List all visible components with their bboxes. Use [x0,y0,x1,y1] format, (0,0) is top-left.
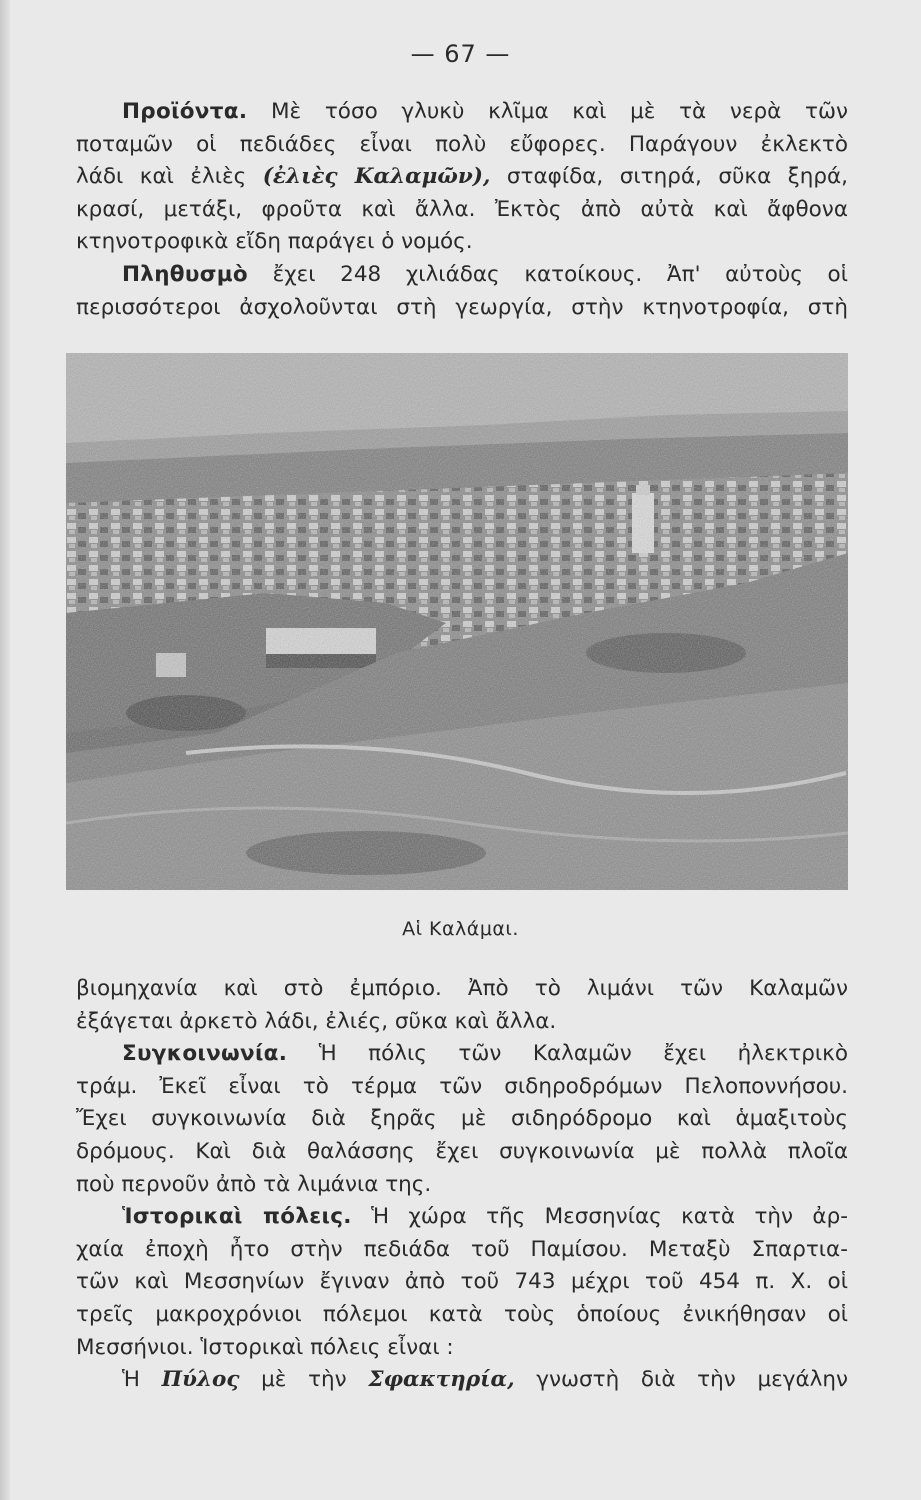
emphasis-pylos: Πύλος [161,1367,240,1393]
text-line: βιομηχανία καὶ στὸ ἐμπόριο. Ἀπὸ τὸ λιμάνι τῶν Καλαμῶν [76,976,848,1001]
photo-caption: Αἱ Καλάμαι. [402,918,519,940]
text-line: Συγκοινωνία. Ἡ πόλις τῶν Καλαμῶν ἔχει ἠλεκτρικὸ [122,1041,848,1067]
text-line: Ἱστορικαὶ πόλεις. Ἡ χώρα τῆς Μεσσηνίας κατὰ τὴν ἀρ- [122,1204,849,1230]
text-line: Πληθυσμὸ ἔχει 248 χιλιάδας κατοίκους. Ἀπ' αὐτοὺς οἱ [122,261,848,287]
text-line: τῶν καὶ Μεσσηνίων ἔγιναν ἀπὸ τοῦ 743 μέχρι τοῦ 454 π. Χ. οἱ [76,1269,848,1295]
text-line: κρασί, μετάξι, φροῦτα καὶ ἄλλα. Ἐκτὸς ἀπὸ αὐτὰ καὶ ἄφθονα [76,196,848,222]
text-block-top [76,96,848,324]
page-number: — 67 — [410,40,511,68]
text-line: κτηνοτροφικὰ εἴδη παράγει ὁ νομός. [76,229,473,255]
text-line: ἐξάγεται ἀρκετὸ λάδι, ἐλιές, σῦκα καὶ ἄλλα. [76,1008,557,1034]
products-heading: Προϊόντα. [122,99,248,124]
text-line: Ἡ Πύλος μὲ τὴν Σφακτηρία, γνωστὴ διὰ τὴν μεγάλην [122,1367,849,1393]
emphasis-olives: (ἐλιὲς Καλαμῶν), [262,164,491,190]
text-line: ποὺ περνοῦν ἀπὸ τὰ λιμάνια της. [76,1171,432,1197]
population-heading: Πληθυσμὸ [122,261,248,287]
page-edge-shadow [0,0,10,1500]
emphasis-sfaktiria: Σφακτηρία, [368,1367,515,1393]
text-line: λάδι καὶ ἐλιὲς (ἐλιὲς Καλαμῶν), σταφίδα, σιτηρά, σῦκα ξηρά, [76,164,848,190]
history-heading: Ἱστορικαὶ πόλεις. [122,1204,352,1230]
text-line: τρεῖς μακροχρόνιοι πόλεμοι κατὰ τοὺς ὁποίους ἐνικήθησαν οἱ [76,1301,848,1327]
text-line: περισσότεροι ἀσχολοῦνται στὴ γεωργία, στὴν κτηνοτροφία, στὴ [76,294,848,320]
text-line: Μεσσήνιοι. Ἱστορικαὶ πόλεις εἶναι : [76,1334,454,1360]
text-block-bottom [76,973,848,1397]
text-line: ποταμῶν οἱ πεδιάδες εἶναι πολὺ εὔφορες. Παράγουν ἐκλεκτὸ [76,131,848,157]
text-line: δρόμους. Καὶ διὰ θαλάσσης ἔχει συγκοινωνία μὲ πολλὰ πλοῖα [76,1138,848,1164]
communication-heading: Συγκοινωνία. [122,1041,288,1067]
text-line: Ἔχει συγκοινωνία διὰ ξηρᾶς μὲ σιδηρόδρομο καὶ ἁμαξιτοὺς [76,1106,848,1132]
photo-illustration [66,353,848,890]
text-line: χαία ἐποχὴ ἦτο στὴν πεδιάδα τοῦ Παμίσου. Μεταξὺ Σπαρτια- [76,1236,848,1262]
text-line: τράμ. Ἐκεῖ εἶναι τὸ τέρμα τῶν σιδηροδρόμων Πελοποννήσου. [76,1073,848,1099]
kalamata-photo [66,353,848,890]
text-line: Προϊόντα. Μὲ τόσο γλυκὺ κλῖμα καὶ μὲ τὰ νερὰ τῶν [122,99,848,124]
